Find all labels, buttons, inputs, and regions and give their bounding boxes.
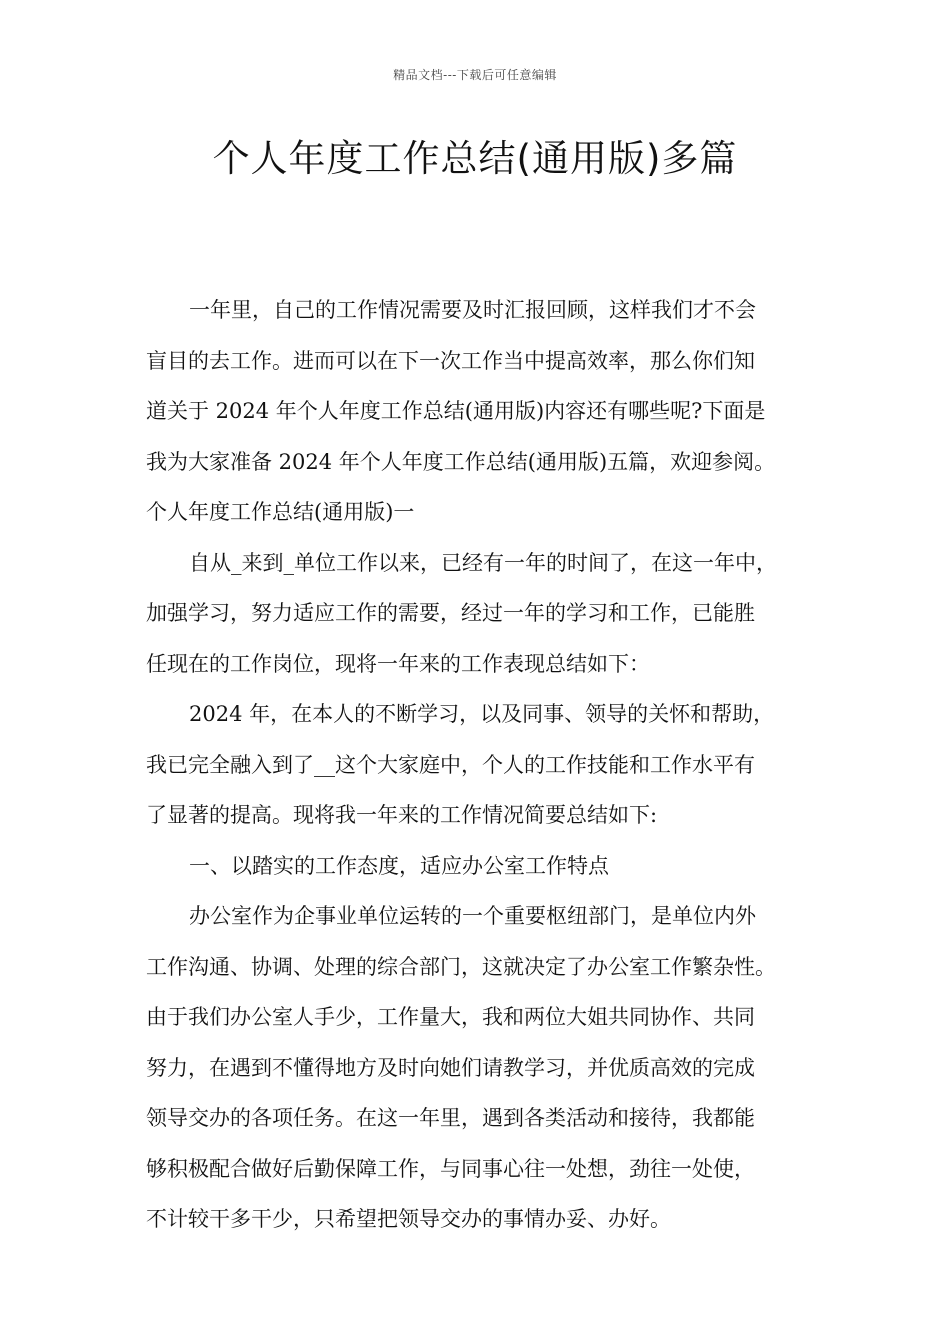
page-header: 精品文档---下载后可任意编辑 — [393, 68, 557, 82]
body-line: 个人年度工作总结(通用版)一 — [146, 500, 415, 524]
body-line: 自从_来到_单位工作以来，已经有一年的时间了，在这一年中， — [189, 550, 777, 575]
body-line: 一、以踏实的工作态度，适应办公室工作特点 — [189, 853, 609, 878]
body-line: 由于我们办公室人手少，工作量大，我和两位大姐共同协作、共同 — [146, 1005, 755, 1029]
body-line: 领导交办的各项任务。在这一年里，遇到各类活动和接待，我都能 — [146, 1106, 755, 1130]
body-line: 办公室作为企事业单位运转的一个重要枢纽部门，是单位内外 — [189, 904, 756, 928]
body-line: 工作沟通、协调、处理的综合部门，这就决定了办公室工作繁杂性。 — [146, 954, 776, 979]
body-line: 任现在的工作岗位，现将一年来的工作表现总结如下： — [146, 651, 650, 676]
body-line: 我已完全融入到了__这个大家庭中，个人的工作技能和工作水平有 — [146, 752, 755, 777]
body-line: 努力，在遇到不懂得地方及时向她们请教学习，并优质高效的完成 — [146, 1055, 755, 1080]
body-line: 道关于 2024 年个人年度工作总结(通用版)内容还有哪些呢?下面是 — [146, 399, 766, 423]
body-line: 我为大家准备 2024 年个人年度工作总结(通用版)五篇，欢迎参阅。 — [146, 449, 776, 474]
body-line: 盲目的去工作。进而可以在下一次工作当中提高效率，那么你们知 — [146, 348, 755, 373]
body-line: 够积极配合做好后勤保障工作，与同事心往一处想，劲往一处使， — [146, 1156, 755, 1181]
body-line: 了显著的提高。现将我一年来的工作情况简要总结如下: — [146, 803, 658, 827]
document-title: 个人年度工作总结(通用版)多篇 — [212, 137, 738, 180]
body-line: 2024 年，在本人的不断学习，以及同事、领导的关怀和帮助， — [189, 702, 775, 726]
document-body — [146, 285, 830, 1245]
body-line: 一年里，自己的工作情况需要及时汇报回顾，这样我们才不会 — [189, 298, 756, 322]
body-line: 加强学习，努力适应工作的需要，经过一年的学习和工作，已能胜 — [146, 601, 755, 625]
body-line: 不计较干多干少，只希望把领导交办的事情办妥、办好。 — [146, 1207, 671, 1231]
